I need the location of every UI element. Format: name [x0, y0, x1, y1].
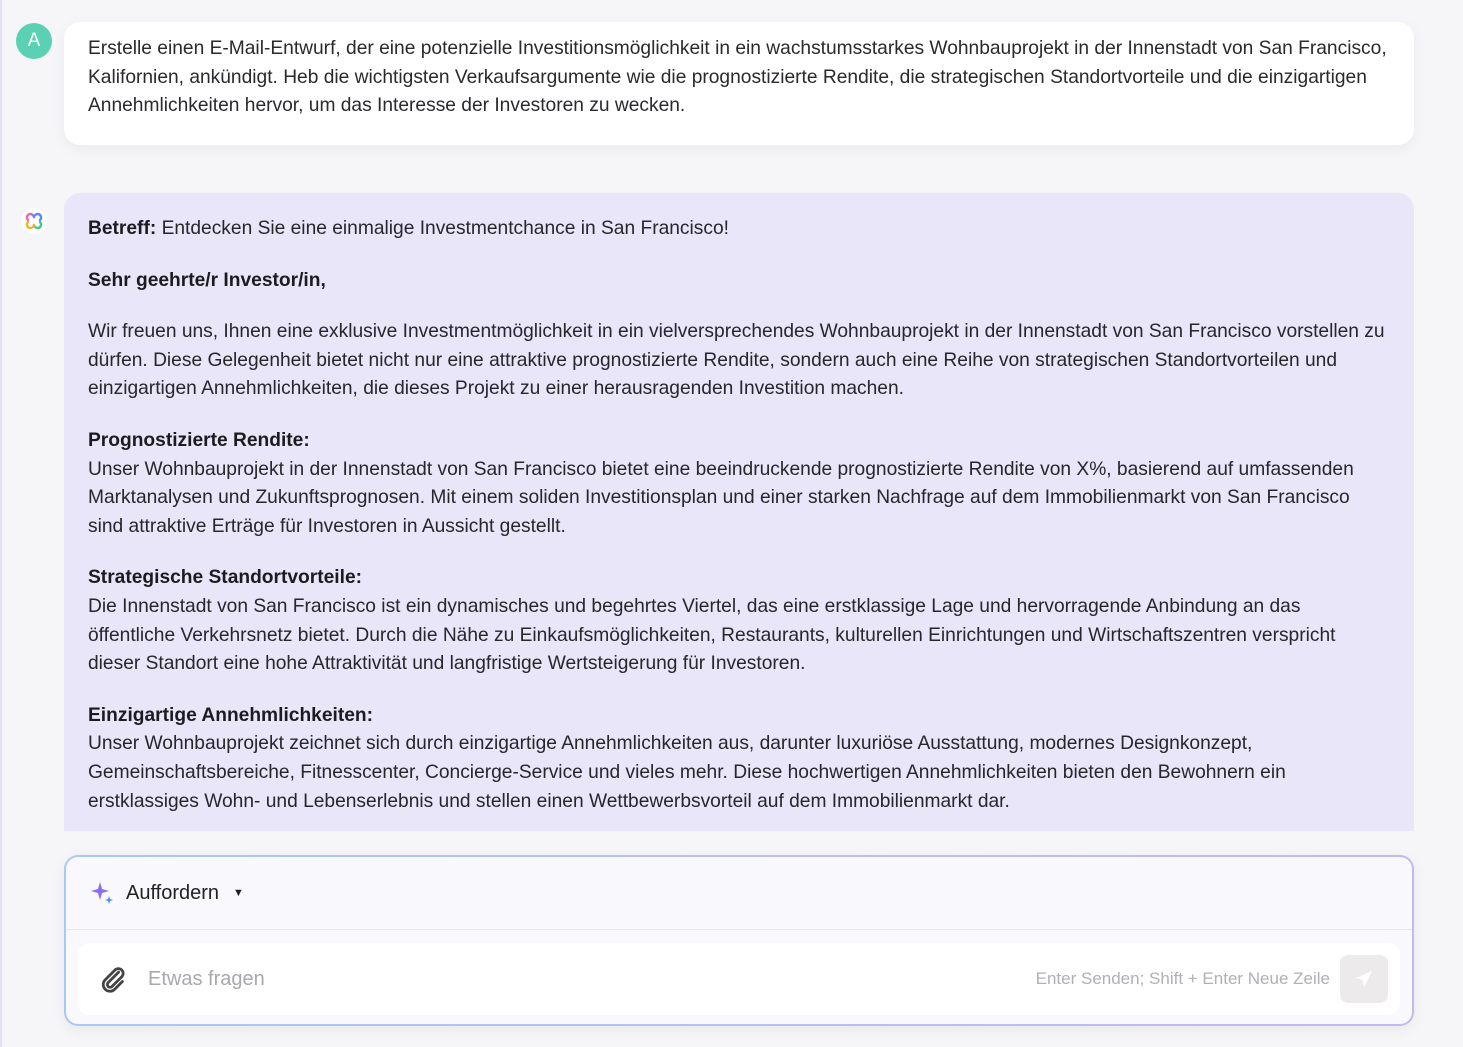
user-message — [64, 22, 1414, 145]
send-button[interactable] — [1340, 955, 1388, 1003]
send-icon — [1353, 968, 1375, 990]
section-location — [88, 564, 1390, 678]
sidebar-edge — [0, 0, 2, 1047]
subject-label: Betreff: — [88, 218, 157, 239]
paperclip-icon[interactable] — [98, 964, 128, 994]
section-body: Unser Wohnbauprojekt zeichnet sich durch einzigartige Annehmlichkeiten aus, darunter luxuriöse Ausstattung, modernes Designkonzept, Gemeinschaftsbereiche, Fitnesscenter, Concierge-Service und vieles mehr. Diese hochwertigen Annehmlichkeiten bieten den Bewohnern ein erstklassiges Wohn- und Lebenserlebnis und stellen einen Wettbewerbsvorteil auf dem Immobilienmarkt dar. — [88, 733, 1286, 812]
input-row — [78, 943, 1400, 1015]
section-body: Die Innenstadt von San Francisco ist ein dynamisches und begehrtes Viertel, das eine erstklassige Lage und hervorragende Anbindung an das öffentliche Verkehrsnetz bietet. Durch die Nähe zu Einkaufsmöglichkeiten, Restaurants, kulturellen Einrichtungen und Wirtschaftszentren verspricht dieser Standort eine hohe Attraktivität und langfristige Wertsteigerung für Investoren. — [88, 595, 1336, 675]
assistant-message — [64, 193, 1414, 831]
subject-text: Entdecken Sie eine einmalige Investmentchance in San Francisco! — [156, 218, 729, 239]
sparkle-icon — [90, 880, 116, 906]
section-return — [88, 427, 1390, 541]
greeting-text: Sehr geehrte/r Investor/in, — [88, 269, 326, 291]
email-subject — [88, 215, 1390, 244]
chevron-down-icon: ▼ — [233, 887, 244, 899]
keyboard-hint: Enter Senden; Shift + Enter Neue Zeile — [1035, 969, 1330, 988]
email-greeting — [88, 267, 1390, 296]
user-message-text: Erstelle einen E-Mail-Entwurf, der eine potenzielle Investitionsmöglichkeit in ein wachstumsstarkes Wohnbauprojekt in der Innenstadt von San Francisco, Kalifornien, ankündigt. Heb die wichtigsten Verkaufsargumente wie die prognostizierte Rendite, die strategischen Standortvorteile und die einzigartigen Annehmlichkeiten hervor, um das Interesse der Investoren zu wecken. — [88, 38, 1387, 117]
user-avatar: A — [16, 23, 52, 59]
composer-toolbar — [66, 857, 1412, 930]
email-intro: Wir freuen uns, Ihnen eine exklusive Investmentmöglichkeit in ein vielversprechendes Wohnbauprojekt in der Innenstadt von San Francisco vorstellen zu dürfen. Diese Gelegenheit bietet nicht nur eine attraktive prognostizierte Rendite, sondern auch eine Reihe von strategischen Standortvorteilen und einzigartigen Annehmlichkeiten, die dieses Projekt zu einer herausragenden Investition machen. — [88, 321, 1385, 400]
section-body: Unser Wohnbauprojekt in der Innenstadt von San Francisco bietet eine beeindruckende prognostizierte Rendite von X%, basierend auf umfassenden Marktanalysen und Zukunftsprognosen. Mit einem soliden Investitionsplan und einer starken Nachfrage auf dem Immobilienmarkt von San Francisco sind attraktive Erträge für Investoren in Aussicht gestellt. — [88, 458, 1354, 537]
section-heading: Prognostizierte Rendite: — [88, 429, 310, 451]
chat-composer — [64, 855, 1414, 1026]
section-heading: Einzigartige Annehmlichkeiten: — [88, 704, 374, 726]
section-amenities — [88, 702, 1390, 816]
section-heading: Strategische Standortvorteile: — [88, 567, 363, 589]
prompt-label: Auffordern — [126, 881, 220, 904]
prompt-dropdown[interactable] — [90, 880, 244, 906]
message-input[interactable] — [146, 967, 1036, 992]
assistant-logo-icon — [21, 208, 47, 234]
